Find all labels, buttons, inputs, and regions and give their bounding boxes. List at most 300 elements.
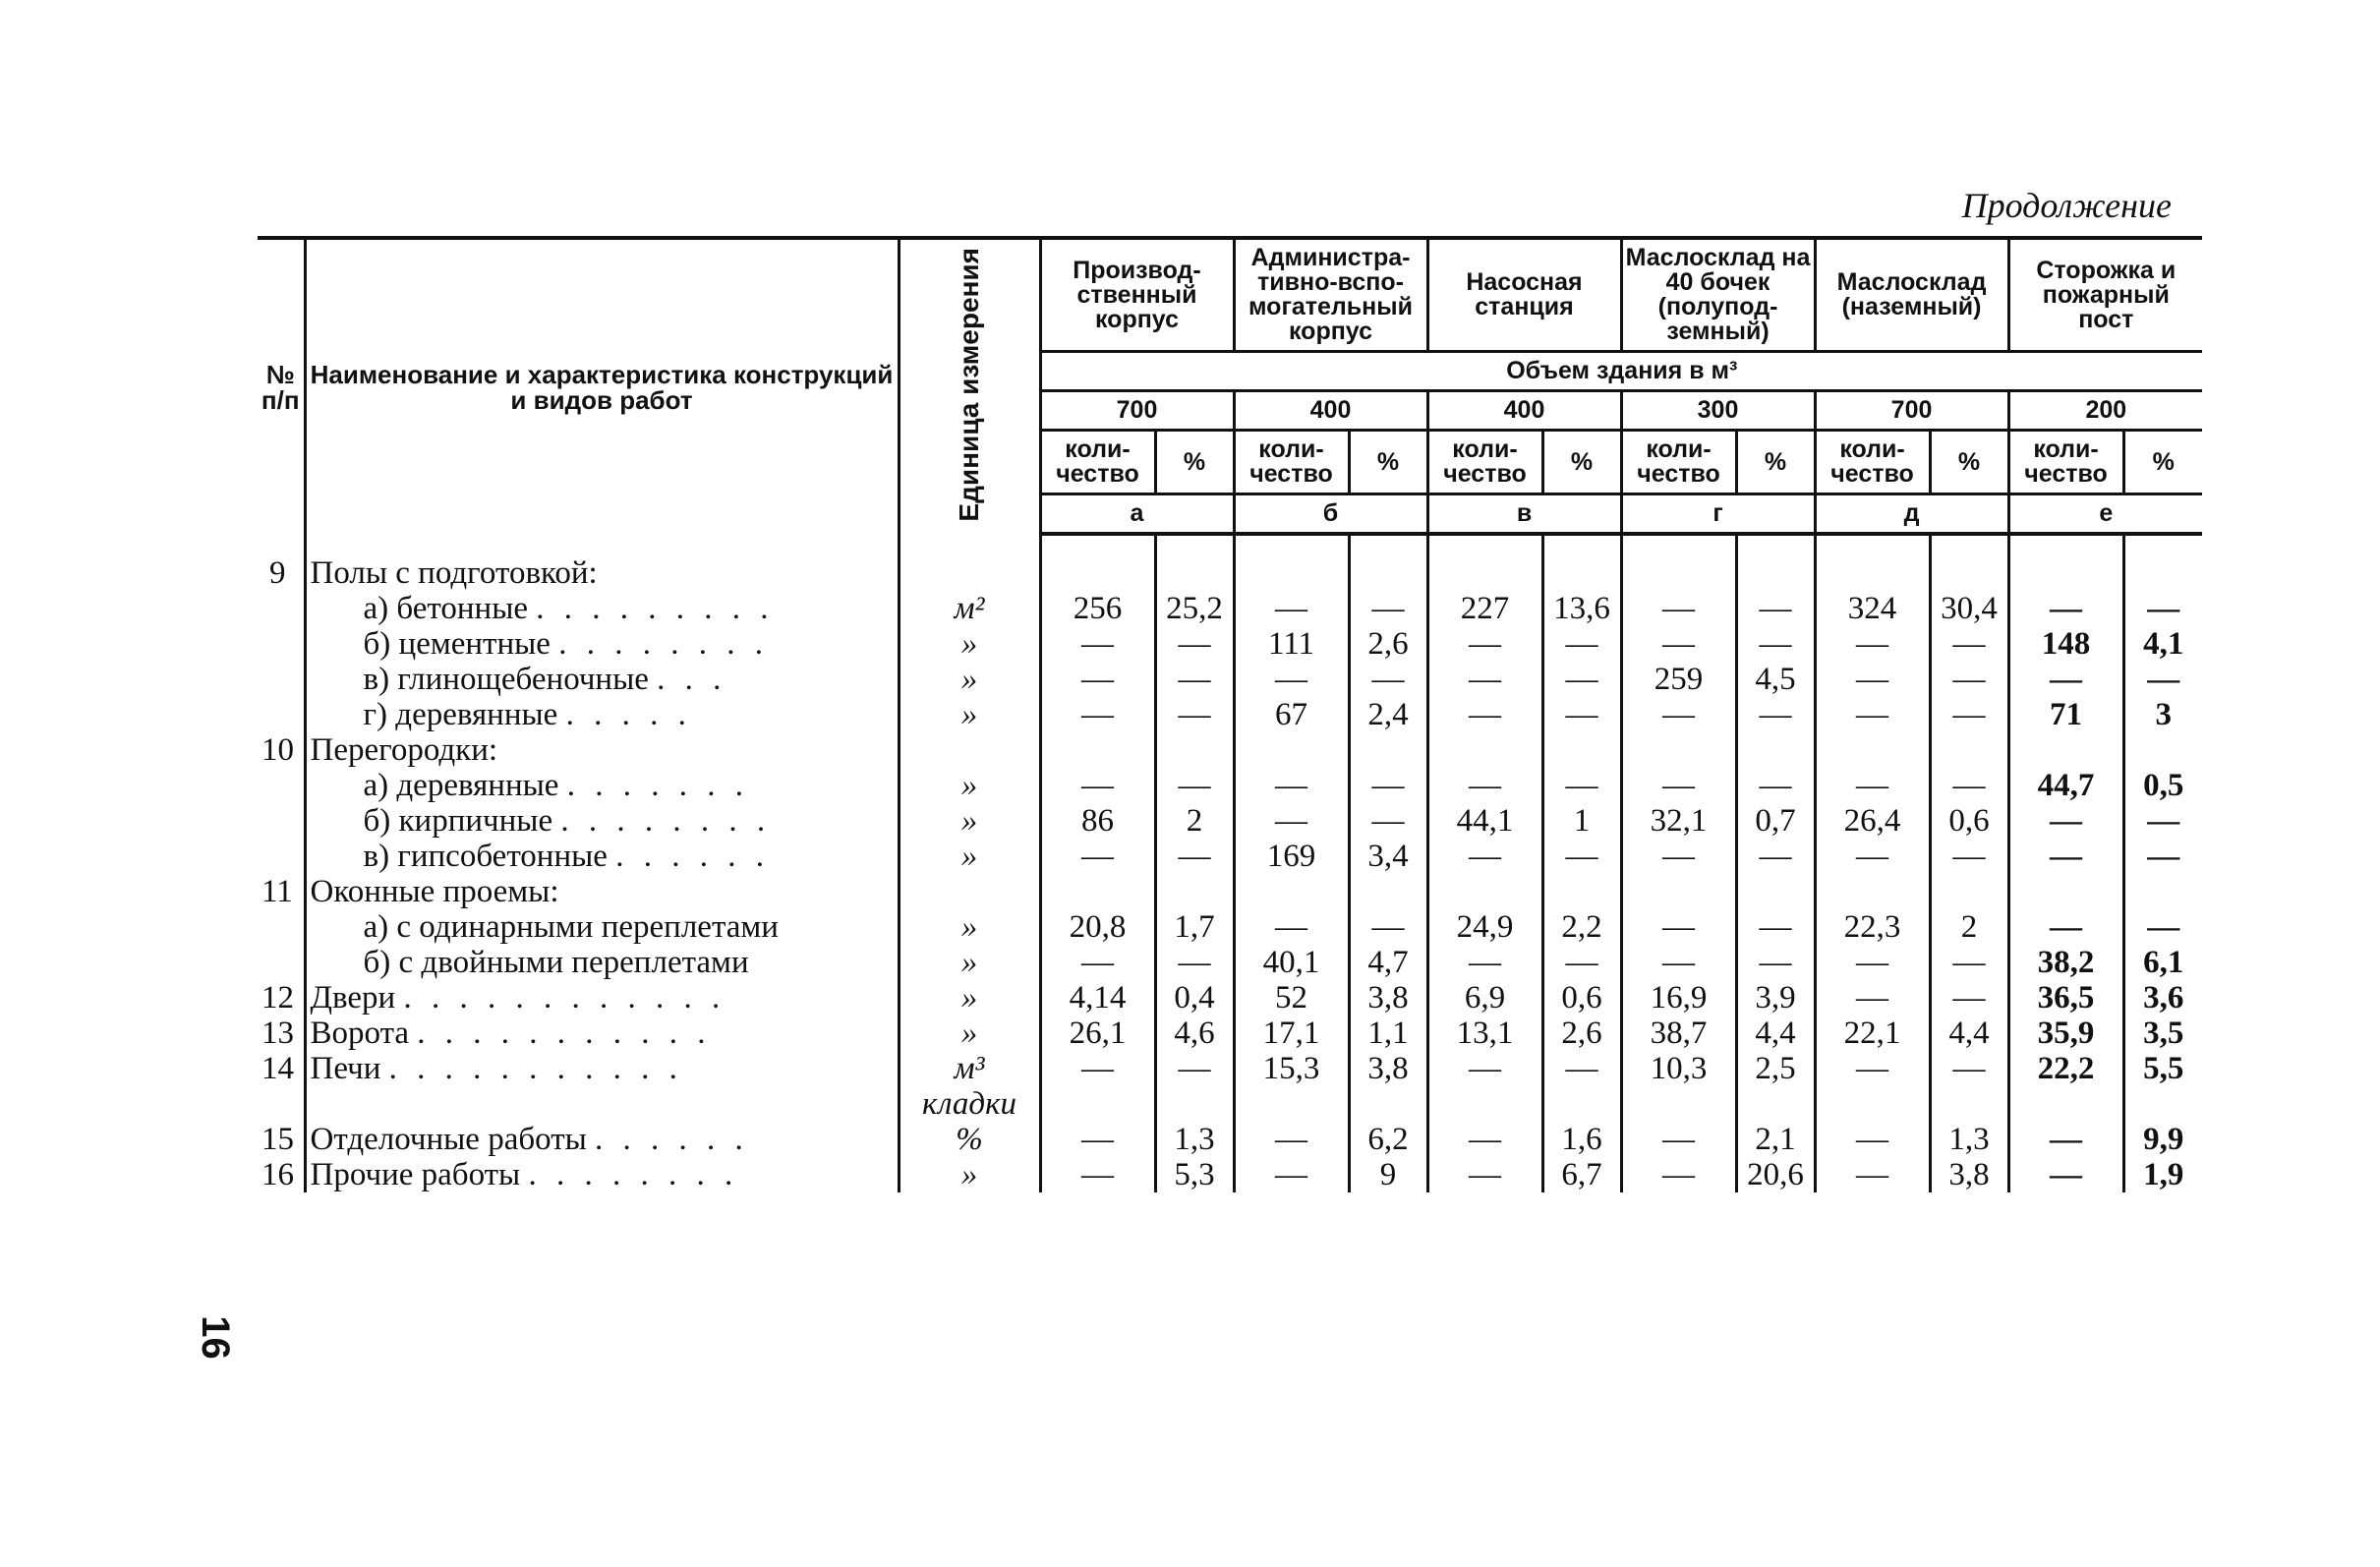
table-row bbox=[258, 1122, 2202, 1157]
pct-cell: — bbox=[1349, 909, 1427, 945]
table-header bbox=[258, 238, 2202, 534]
qty-cell: 32,1 bbox=[1621, 803, 1736, 839]
row-name: а) деревянные bbox=[363, 768, 559, 803]
qty-cell: — bbox=[2008, 591, 2123, 626]
row-number bbox=[258, 945, 305, 980]
leader-dots: . . . . . . . . . . . bbox=[417, 1016, 712, 1051]
volume-header: Объем здания в м³ bbox=[1040, 352, 2202, 391]
qty-cell: 259 bbox=[1621, 662, 1736, 697]
row-number: 11 bbox=[261, 874, 293, 909]
row-name: Отделочные работы bbox=[310, 1122, 587, 1157]
qty-cell: 86 bbox=[1040, 803, 1155, 839]
pct-cell: 9,9 bbox=[2123, 1122, 2202, 1157]
pct-cell: — bbox=[1736, 839, 1815, 874]
qty-cell: — bbox=[1234, 909, 1349, 945]
pct-cell: — bbox=[1930, 1051, 2008, 1086]
pct-cell: 25,2 bbox=[1155, 591, 1234, 626]
building-name-header: Производ- ственный корпус bbox=[1040, 238, 1234, 352]
qty-cell: — bbox=[1621, 1122, 1736, 1157]
pct-cell: 3 bbox=[2123, 697, 2202, 732]
building-name-header: Маслосклад (наземный) bbox=[1815, 238, 2008, 352]
qty-cell: — bbox=[2008, 662, 2123, 697]
pct-cell: 3,6 bbox=[2123, 980, 2202, 1016]
table-row bbox=[258, 697, 2202, 732]
qty-cell: 38,7 bbox=[1621, 1016, 1736, 1051]
pct-cell bbox=[1930, 534, 2008, 591]
pct-cell: — bbox=[1930, 697, 2008, 732]
qty-cell: 148 bbox=[2008, 626, 2123, 662]
leader-dots: . . . . . . bbox=[595, 1122, 749, 1157]
table-row bbox=[258, 1086, 2202, 1122]
table-row bbox=[258, 591, 2202, 626]
qty-cell: 169 bbox=[1234, 839, 1349, 874]
row-name-cell bbox=[305, 945, 899, 980]
qty-cell: 22,3 bbox=[1815, 909, 1930, 945]
row-number: 15 bbox=[261, 1122, 294, 1157]
qty-cell: — bbox=[1427, 839, 1542, 874]
table-row bbox=[258, 1051, 2202, 1086]
qty-cell bbox=[1234, 732, 1349, 768]
qty-cell: 52 bbox=[1234, 980, 1349, 1016]
qty-header: коли- чество bbox=[1234, 431, 1349, 494]
qty-cell: 22,1 bbox=[1815, 1016, 1930, 1051]
qty-cell: 22,2 bbox=[2008, 1051, 2123, 1086]
qty-cell: — bbox=[1815, 1157, 1930, 1192]
row-unit: » bbox=[899, 1016, 1040, 1051]
row-unit: м² bbox=[899, 591, 1040, 626]
row-name-cell bbox=[305, 662, 899, 697]
pct-cell: — bbox=[1349, 803, 1427, 839]
pct-cell bbox=[1930, 874, 2008, 909]
pct-cell: — bbox=[1155, 626, 1234, 662]
qty-cell: 24,9 bbox=[1427, 909, 1542, 945]
row-name: в) гипсобетонные bbox=[363, 839, 608, 874]
row-unit: » bbox=[899, 803, 1040, 839]
row-unit: » bbox=[899, 980, 1040, 1016]
qty-cell bbox=[1621, 874, 1736, 909]
pct-cell: — bbox=[1542, 768, 1621, 803]
column-letter: в bbox=[1427, 494, 1621, 535]
row-number: 13 bbox=[261, 1016, 294, 1051]
qty-cell: — bbox=[1040, 697, 1155, 732]
leader-dots: . . . . . . . . . . . . bbox=[403, 980, 726, 1016]
row-unit: » bbox=[899, 697, 1040, 732]
row-name: б) с двойными переплетами bbox=[363, 945, 749, 980]
pct-cell: 5,5 bbox=[2123, 1051, 2202, 1086]
leader-dots: . . . . . bbox=[565, 697, 692, 732]
pct-cell: 0,6 bbox=[1930, 803, 2008, 839]
pct-cell bbox=[1542, 534, 1621, 591]
qty-cell bbox=[1234, 1086, 1349, 1122]
qty-cell: 17,1 bbox=[1234, 1016, 1349, 1051]
building-name-header: Администра- тивно-вспо- могательный корпус bbox=[1234, 238, 1427, 352]
qty-cell: 44,7 bbox=[2008, 768, 2123, 803]
column-unit-header: Единица измерения bbox=[899, 238, 1040, 534]
row-name: г) деревянные bbox=[363, 697, 558, 732]
qty-cell bbox=[1040, 874, 1155, 909]
table-row bbox=[258, 909, 2202, 945]
row-name: Полы с подготовкой: bbox=[310, 555, 598, 591]
qty-cell bbox=[1427, 1086, 1542, 1122]
pct-cell: 1,7 bbox=[1155, 909, 1234, 945]
pct-cell: 13,6 bbox=[1542, 591, 1621, 626]
qty-cell bbox=[1427, 732, 1542, 768]
pct-cell bbox=[1349, 534, 1427, 591]
pct-header: % bbox=[2123, 431, 2202, 494]
pct-cell: 2,6 bbox=[1349, 626, 1427, 662]
table-row bbox=[258, 662, 2202, 697]
table-body bbox=[258, 534, 2202, 1192]
qty-cell: — bbox=[1815, 839, 1930, 874]
row-name: Перегородки: bbox=[310, 732, 498, 768]
qty-cell bbox=[1621, 1086, 1736, 1122]
pct-cell: 1,3 bbox=[1155, 1122, 1234, 1157]
pct-cell: 0,7 bbox=[1736, 803, 1815, 839]
row-unit bbox=[899, 732, 1040, 768]
qty-cell: — bbox=[1040, 945, 1155, 980]
row-name-cell bbox=[305, 803, 899, 839]
qty-cell: — bbox=[1621, 697, 1736, 732]
qty-cell: — bbox=[2008, 839, 2123, 874]
qty-header: коли- чество bbox=[1427, 431, 1542, 494]
row-number: 10 bbox=[261, 732, 294, 768]
qty-cell: — bbox=[1621, 945, 1736, 980]
row-name: Двери bbox=[310, 980, 396, 1016]
qty-cell bbox=[1427, 534, 1542, 591]
pct-cell bbox=[1542, 1086, 1621, 1122]
qty-cell bbox=[1427, 874, 1542, 909]
qty-cell: 6,9 bbox=[1427, 980, 1542, 1016]
pct-cell: — bbox=[1155, 1051, 1234, 1086]
volume-value: 700 bbox=[1040, 391, 1234, 431]
qty-cell: 15,3 bbox=[1234, 1051, 1349, 1086]
table-row bbox=[258, 803, 2202, 839]
pct-cell: 1 bbox=[1542, 803, 1621, 839]
pct-cell bbox=[2123, 874, 2202, 909]
pct-cell: 1,9 bbox=[2123, 1157, 2202, 1192]
pct-cell: 2 bbox=[1930, 909, 2008, 945]
pct-cell: 2,1 bbox=[1736, 1122, 1815, 1157]
pct-cell: — bbox=[1155, 697, 1234, 732]
building-name-header: Насосная станция bbox=[1427, 238, 1621, 352]
row-name: б) кирпичные bbox=[363, 803, 553, 839]
leader-dots: . . . . . . . . bbox=[560, 803, 772, 839]
pct-cell bbox=[1155, 874, 1234, 909]
row-unit: м³ bbox=[899, 1051, 1040, 1086]
pct-cell: 6,7 bbox=[1542, 1157, 1621, 1192]
pct-cell bbox=[1155, 732, 1234, 768]
qty-header: коли- чество bbox=[1815, 431, 1930, 494]
pct-cell: — bbox=[1930, 768, 2008, 803]
qty-cell: — bbox=[1234, 803, 1349, 839]
qty-cell: — bbox=[1427, 697, 1542, 732]
pct-cell: — bbox=[1542, 945, 1621, 980]
qty-cell: — bbox=[1621, 909, 1736, 945]
qty-cell: 35,9 bbox=[2008, 1016, 2123, 1051]
column-letter: е bbox=[2008, 494, 2202, 535]
pct-header: % bbox=[1736, 431, 1815, 494]
pct-cell: 4,6 bbox=[1155, 1016, 1234, 1051]
pct-cell: — bbox=[1542, 697, 1621, 732]
row-number bbox=[258, 697, 305, 732]
qty-cell: 16,9 bbox=[1621, 980, 1736, 1016]
qty-cell: 36,5 bbox=[2008, 980, 2123, 1016]
row-number bbox=[258, 626, 305, 662]
qty-cell: 227 bbox=[1427, 591, 1542, 626]
qty-cell: 26,4 bbox=[1815, 803, 1930, 839]
pct-cell bbox=[1155, 534, 1234, 591]
pct-cell: — bbox=[1736, 909, 1815, 945]
row-name: а) бетонные bbox=[363, 591, 529, 626]
pct-cell: 3,4 bbox=[1349, 839, 1427, 874]
row-name-cell bbox=[305, 768, 899, 803]
row-number bbox=[258, 1086, 305, 1122]
qty-cell bbox=[1621, 732, 1736, 768]
qty-cell bbox=[1234, 874, 1349, 909]
pct-cell: 3,8 bbox=[1349, 1051, 1427, 1086]
qty-cell: 44,1 bbox=[1427, 803, 1542, 839]
pct-cell: — bbox=[1349, 662, 1427, 697]
qty-cell: 13,1 bbox=[1427, 1016, 1542, 1051]
qty-cell: — bbox=[1040, 1122, 1155, 1157]
pct-cell: 0,6 bbox=[1542, 980, 1621, 1016]
row-unit: % bbox=[899, 1122, 1040, 1157]
row-number: 12 bbox=[261, 980, 294, 1016]
qty-cell: — bbox=[1427, 1122, 1542, 1157]
pct-cell: 4,4 bbox=[1930, 1016, 2008, 1051]
leader-dots: . . . . . . bbox=[615, 839, 770, 874]
qty-header: коли- чество bbox=[2008, 431, 2123, 494]
qty-cell bbox=[2008, 732, 2123, 768]
qty-cell: — bbox=[1427, 626, 1542, 662]
leader-dots: . . . . . . . . bbox=[528, 1157, 739, 1192]
qty-cell: — bbox=[2008, 909, 2123, 945]
qty-cell: — bbox=[1040, 839, 1155, 874]
pct-cell: 20,6 bbox=[1736, 1157, 1815, 1192]
qty-cell: — bbox=[1621, 839, 1736, 874]
qty-cell: 256 bbox=[1040, 591, 1155, 626]
pct-cell: — bbox=[2123, 662, 2202, 697]
pct-cell: — bbox=[1930, 662, 2008, 697]
qty-cell: — bbox=[1234, 591, 1349, 626]
leader-dots: . . . . . . . . bbox=[558, 626, 769, 662]
pct-cell: — bbox=[1736, 626, 1815, 662]
qty-cell: — bbox=[1621, 591, 1736, 626]
qty-cell: — bbox=[1427, 662, 1542, 697]
qty-cell: — bbox=[1621, 1157, 1736, 1192]
table-row bbox=[258, 626, 2202, 662]
column-letter: б bbox=[1234, 494, 1427, 535]
row-number: 14 bbox=[261, 1051, 294, 1086]
qty-cell: 20,8 bbox=[1040, 909, 1155, 945]
pct-cell: — bbox=[1155, 768, 1234, 803]
row-name-cell bbox=[305, 839, 899, 874]
qty-cell: — bbox=[1427, 1051, 1542, 1086]
pct-cell bbox=[1930, 732, 2008, 768]
row-name-cell bbox=[305, 1016, 899, 1051]
table-row bbox=[258, 732, 2202, 768]
pct-cell bbox=[1930, 1086, 2008, 1122]
pct-cell: 3,8 bbox=[1930, 1157, 2008, 1192]
row-unit: » bbox=[899, 662, 1040, 697]
row-name: Ворота bbox=[310, 1016, 410, 1051]
qty-cell: — bbox=[1815, 662, 1930, 697]
row-unit: » bbox=[899, 1157, 1040, 1192]
row-number: 16 bbox=[261, 1157, 294, 1192]
table-row bbox=[258, 980, 2202, 1016]
qty-cell: — bbox=[1815, 626, 1930, 662]
qty-header: коли- чество bbox=[1621, 431, 1736, 494]
column-number-header: № п/п bbox=[258, 238, 305, 534]
pct-cell: 4,5 bbox=[1736, 662, 1815, 697]
pct-cell: 9 bbox=[1349, 1157, 1427, 1192]
pct-cell bbox=[1736, 534, 1815, 591]
page-number: 16 bbox=[193, 1315, 237, 1360]
pct-cell: — bbox=[1736, 697, 1815, 732]
pct-cell: — bbox=[1736, 591, 1815, 626]
volume-value: 700 bbox=[1815, 391, 2008, 431]
volume-value: 400 bbox=[1234, 391, 1427, 431]
row-unit: » bbox=[899, 768, 1040, 803]
building-name-header: Сторожка и пожарный пост bbox=[2008, 238, 2202, 352]
row-number bbox=[258, 803, 305, 839]
pct-cell: 0,5 bbox=[2123, 768, 2202, 803]
qty-cell bbox=[2008, 534, 2123, 591]
row-name-cell bbox=[305, 534, 899, 591]
qty-cell: 71 bbox=[2008, 697, 2123, 732]
volume-value: 200 bbox=[2008, 391, 2202, 431]
leader-dots: . . . . . . . . . bbox=[536, 591, 775, 626]
row-unit: » bbox=[899, 626, 1040, 662]
qty-cell: — bbox=[1815, 945, 1930, 980]
pct-cell: — bbox=[1542, 1051, 1621, 1086]
pct-cell: 6,2 bbox=[1349, 1122, 1427, 1157]
pct-header: % bbox=[1930, 431, 2008, 494]
pct-cell: 4,1 bbox=[2123, 626, 2202, 662]
table-row bbox=[258, 839, 2202, 874]
qty-cell: — bbox=[1234, 768, 1349, 803]
row-unit bbox=[899, 534, 1040, 591]
row-name-cell bbox=[305, 1051, 899, 1086]
column-letter: г bbox=[1621, 494, 1815, 535]
qty-cell: — bbox=[1621, 626, 1736, 662]
row-name-cell bbox=[305, 697, 899, 732]
column-letter: а bbox=[1040, 494, 1234, 535]
row-name: Прочие работы bbox=[310, 1157, 521, 1192]
pct-cell: — bbox=[1542, 662, 1621, 697]
data-table bbox=[258, 236, 2198, 1192]
qty-cell bbox=[1621, 534, 1736, 591]
qty-cell bbox=[1815, 732, 1930, 768]
qty-cell bbox=[1040, 732, 1155, 768]
table-row bbox=[258, 874, 2202, 909]
pct-cell: 0,4 bbox=[1155, 980, 1234, 1016]
qty-header: коли- чество bbox=[1040, 431, 1155, 494]
table-row bbox=[258, 1016, 2202, 1051]
pct-cell: 4,7 bbox=[1349, 945, 1427, 980]
row-number: 9 bbox=[269, 555, 286, 591]
qty-cell: — bbox=[2008, 1122, 2123, 1157]
pct-cell bbox=[1349, 874, 1427, 909]
pct-cell bbox=[2123, 534, 2202, 591]
table-row bbox=[258, 945, 2202, 980]
pct-cell: — bbox=[1542, 626, 1621, 662]
row-name: б) цементные bbox=[363, 626, 551, 662]
pct-cell: 3,8 bbox=[1349, 980, 1427, 1016]
pct-cell: — bbox=[1155, 662, 1234, 697]
row-name-cell bbox=[305, 1086, 899, 1122]
qty-cell bbox=[1815, 874, 1930, 909]
pct-header: % bbox=[1542, 431, 1621, 494]
qty-cell: — bbox=[2008, 1157, 2123, 1192]
row-number bbox=[258, 662, 305, 697]
qty-cell: — bbox=[1427, 945, 1542, 980]
leader-dots: . . . . . . . . . . . bbox=[388, 1051, 683, 1086]
qty-cell: — bbox=[1621, 768, 1736, 803]
qty-cell: — bbox=[1815, 1122, 1930, 1157]
qty-cell: — bbox=[1040, 1157, 1155, 1192]
pct-cell: 2,4 bbox=[1349, 697, 1427, 732]
pct-cell: — bbox=[1542, 839, 1621, 874]
qty-cell: 40,1 bbox=[1234, 945, 1349, 980]
pct-cell: — bbox=[1930, 839, 2008, 874]
table-row bbox=[258, 768, 2202, 803]
row-name: в) глинощебеночные bbox=[363, 662, 649, 697]
row-unit: кладки bbox=[899, 1086, 1040, 1122]
row-number bbox=[258, 591, 305, 626]
pct-cell: 3,5 bbox=[2123, 1016, 2202, 1051]
qty-cell bbox=[1040, 1086, 1155, 1122]
row-name-cell bbox=[305, 909, 899, 945]
qty-cell: — bbox=[1234, 1122, 1349, 1157]
row-number bbox=[258, 839, 305, 874]
pct-cell bbox=[1542, 874, 1621, 909]
qty-cell: — bbox=[2008, 803, 2123, 839]
qty-cell: 111 bbox=[1234, 626, 1349, 662]
qty-cell: — bbox=[1234, 1157, 1349, 1192]
pct-cell: — bbox=[2123, 591, 2202, 626]
pct-cell: 2,6 bbox=[1542, 1016, 1621, 1051]
qty-cell: — bbox=[1427, 1157, 1542, 1192]
qty-cell: — bbox=[1040, 662, 1155, 697]
row-name-cell bbox=[305, 980, 899, 1016]
qty-cell: — bbox=[1815, 768, 1930, 803]
qty-cell: 38,2 bbox=[2008, 945, 2123, 980]
pct-cell: 2,2 bbox=[1542, 909, 1621, 945]
pct-cell: 5,3 bbox=[1155, 1157, 1234, 1192]
qty-cell bbox=[2008, 874, 2123, 909]
volume-value: 300 bbox=[1621, 391, 1815, 431]
leader-dots: . . . . . . . bbox=[566, 768, 749, 803]
row-name: Оконные проемы: bbox=[310, 874, 559, 909]
pct-cell: — bbox=[2123, 909, 2202, 945]
qty-cell: 4,14 bbox=[1040, 980, 1155, 1016]
qty-cell: — bbox=[1815, 1051, 1930, 1086]
pct-cell: 6,1 bbox=[2123, 945, 2202, 980]
pct-cell: — bbox=[1155, 839, 1234, 874]
pct-cell bbox=[1542, 732, 1621, 768]
column-name-header: Наименование и характеристика конструкций и видов работ bbox=[305, 238, 899, 534]
qty-cell: — bbox=[1427, 768, 1542, 803]
volume-value: 400 bbox=[1427, 391, 1621, 431]
pct-cell: — bbox=[1736, 945, 1815, 980]
pct-cell: 1,1 bbox=[1349, 1016, 1427, 1051]
pct-cell: — bbox=[1930, 980, 2008, 1016]
pct-cell: 2,5 bbox=[1736, 1051, 1815, 1086]
row-name: а) с одинарными переплетами bbox=[363, 909, 779, 945]
qty-cell: 10,3 bbox=[1621, 1051, 1736, 1086]
qty-cell bbox=[1040, 534, 1155, 591]
